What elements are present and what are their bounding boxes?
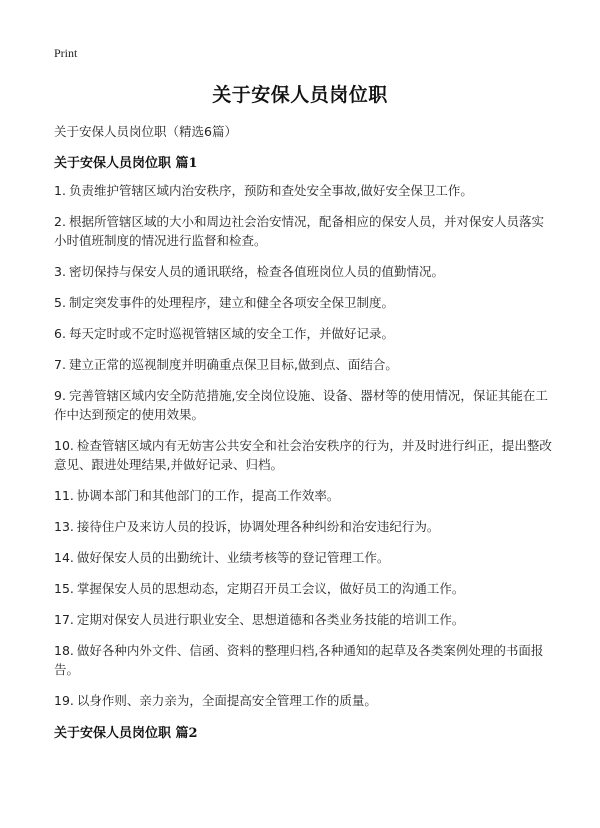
item-number: 11. <box>54 488 74 503</box>
item-number: 14. <box>54 550 74 565</box>
print-label: Print <box>54 46 78 60</box>
list-item <box>54 293 554 312</box>
item-number: 1. <box>54 183 66 198</box>
list-item <box>54 610 554 629</box>
item-text: 协调本部门和其他部门的工作，提高工作效率。 <box>76 488 340 503</box>
list-item <box>54 181 554 200</box>
item-number: 13. <box>54 519 74 534</box>
item-number: 5. <box>54 295 66 310</box>
list-item <box>54 262 554 281</box>
item-text: 负责维护管辖区域内治安秩序，预防和查处安全事故,做好安全保卫工作。 <box>68 183 473 198</box>
item-text: 接待住户及来访人员的投诉，协调处理各种纠纷和治安违纪行为。 <box>76 519 440 534</box>
list-item <box>54 212 554 250</box>
item-number: 2. <box>54 214 66 229</box>
list-item <box>54 641 554 679</box>
item-text: 检查管辖区域内有无妨害公共安全和社会治安秩序的行为，并及时进行纠正，提出整改意见、跟进处理结果,并做好记录、归档。 <box>54 438 552 472</box>
item-number: 7. <box>54 357 66 372</box>
list-item <box>54 436 554 474</box>
item-text: 完善管辖区域内安全防范措施,安全岗位设施、设备、器材等的使用情况，保证其能在工作中达到预定的使用效果。 <box>54 388 548 422</box>
item-number: 17. <box>54 612 74 627</box>
document-title: 关于安保人员岗位职 <box>212 84 388 106</box>
item-text: 做好各种内外文件、信函、资料的整理归档,各种通知的起草及各类案例处理的书面报告。 <box>54 643 544 677</box>
item-text: 每天定时或不定时巡视管辖区域的安全工作，并做好记录。 <box>68 326 394 341</box>
list-item <box>54 324 554 343</box>
item-number: 10. <box>54 438 74 453</box>
list-item <box>54 517 554 536</box>
item-text: 密切保持与保安人员的通讯联络，检查各值班岗位人员的值勤情况。 <box>68 264 444 279</box>
list-item <box>54 386 554 424</box>
item-text: 根据所管辖区域的大小和周边社会治安情况，配备相应的保安人员，并对保安人员落实小时值班制度的情况进行监督和检查。 <box>54 214 544 248</box>
item-number: 9. <box>54 388 66 403</box>
list-item <box>54 355 554 374</box>
item-text: 制定突发事件的处理程序，建立和健全各项安全保卫制度。 <box>68 295 394 310</box>
list-item <box>54 548 554 567</box>
section-heading-2: 关于安保人员岗位职 篇2 <box>54 726 198 741</box>
item-number: 3. <box>54 264 66 279</box>
duty-list <box>54 181 554 722</box>
item-number: 19. <box>54 693 74 708</box>
item-text: 定期对保安人员进行职业安全、思想道德和各类业务技能的培训工作。 <box>76 612 465 627</box>
list-item <box>54 486 554 505</box>
item-number: 6. <box>54 326 66 341</box>
item-text: 做好保安人员的出勤统计、业绩考核等的登记管理工作。 <box>76 550 390 565</box>
item-number: 18. <box>54 643 74 658</box>
document-subtitle: 关于安保人员岗位职（精选6篇） <box>54 124 237 139</box>
item-text: 以身作则、亲力亲为，全面提高安全管理工作的质量。 <box>76 693 377 708</box>
item-number: 15. <box>54 581 74 596</box>
list-item <box>54 691 554 710</box>
item-text: 掌握保安人员的思想动态，定期召开员工会议，做好员工的沟通工作。 <box>76 581 465 596</box>
item-text: 建立正常的巡视制度并明确重点保卫目标,做到点、面结合。 <box>68 357 398 372</box>
list-item <box>54 579 554 598</box>
section-heading-1: 关于安保人员岗位职 篇1 <box>54 156 198 171</box>
